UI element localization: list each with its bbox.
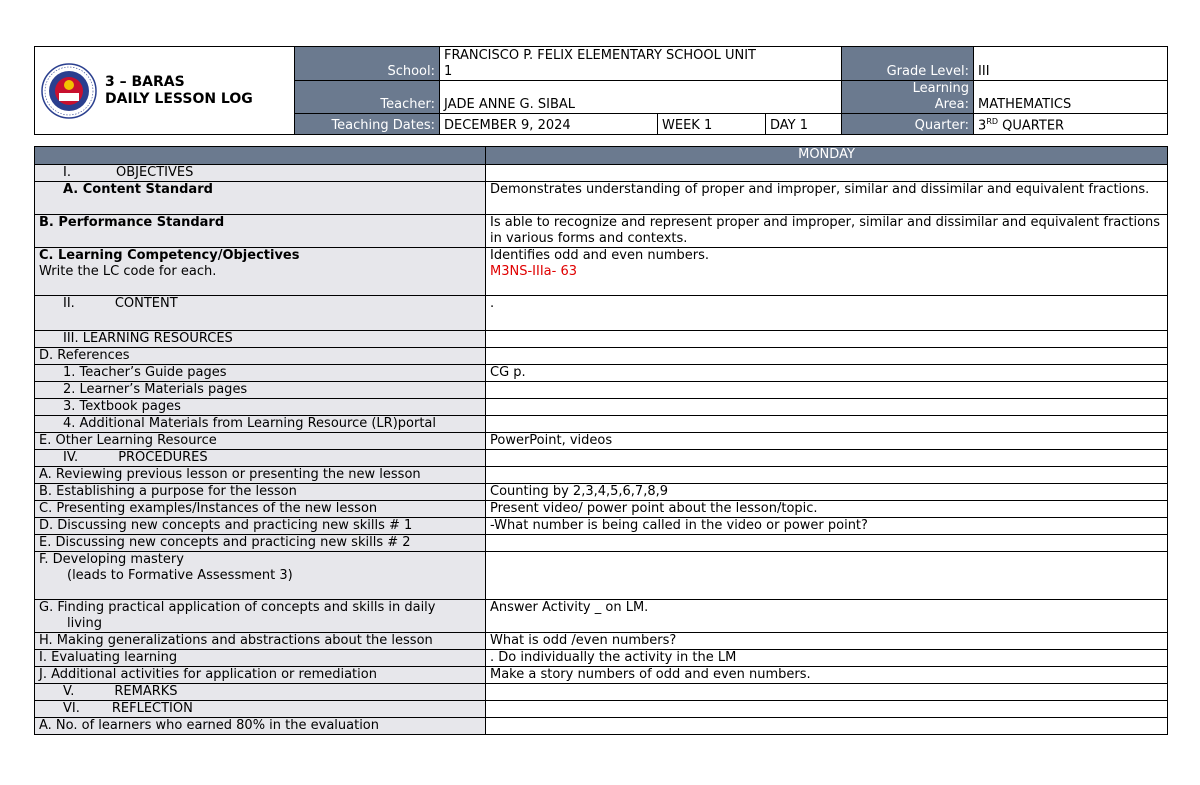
procedure-b-value: Counting by 2,3,4,5,6,7,8,9: [486, 484, 1168, 501]
teacher-label: Teacher:: [295, 81, 440, 114]
content-standard-value: Demonstrates understanding of proper and improper, similar and dissimilar and equivalent fractions.: [486, 182, 1168, 215]
competency-label: C. Learning Competency/Objectives Write the LC code for each.: [35, 248, 486, 296]
textbook-pages-label: 3. Textbook pages: [35, 399, 486, 416]
lesson-log-table: [34, 146, 1168, 735]
references-label: D. References: [35, 348, 486, 365]
competency-code: M3NS-IIIa- 63: [490, 264, 577, 279]
performance-standard-value: Is able to recognize and represent proper and improper, similar and dissimilar and equivalent fractions in various forms and contexts.: [486, 215, 1168, 248]
lr-portal-label: 4. Additional Materials from Learning Resource (LR)portal: [35, 416, 486, 433]
procedure-c-value: Present video/ power point about the lesson/topic.: [486, 501, 1168, 518]
procedure-a-label: A. Reviewing previous lesson or presenting the new lesson: [35, 467, 486, 484]
procedure-i-value: . Do individually the activity in the LM: [486, 650, 1168, 667]
teaching-dates-value: DECEMBER 9, 2024: [440, 114, 658, 135]
header-blank-cell: [35, 147, 486, 165]
procedure-j-value: Make a story numbers of odd and even numbers.: [486, 667, 1168, 684]
brand-cell: [35, 47, 295, 135]
week-value: WEEK 1: [658, 114, 766, 135]
grade-level-label: Grade Level:: [842, 47, 974, 81]
deped-seal-icon: [41, 63, 97, 119]
procedure-f-label: F. Developing mastery (leads to Formative Assessment 3): [35, 552, 486, 600]
resources-heading: III. LEARNING RESOURCES: [35, 331, 486, 348]
procedure-c-label: C. Presenting examples/Instances of the new lesson: [35, 501, 486, 518]
brand-line-2: DAILY LESSON LOG: [105, 90, 253, 107]
other-resource-value: PowerPoint, videos: [486, 433, 1168, 450]
procedure-d-value: -What number is being called in the video or power point?: [486, 518, 1168, 535]
procedure-b-label: B. Establishing a purpose for the lesson: [35, 484, 486, 501]
procedure-g-label: G. Finding practical application of concepts and skills in daily living: [35, 600, 486, 633]
day-header: MONDAY: [486, 147, 1168, 165]
teachers-guide-label: 1. Teacher’s Guide pages: [35, 365, 486, 382]
learners-materials-label: 2. Learner’s Materials pages: [35, 382, 486, 399]
competency-value: Identifies odd and even numbers. M3NS-IIIa- 63: [486, 248, 1168, 296]
procedure-d-label: D. Discussing new concepts and practicing new skills # 1: [35, 518, 486, 535]
grade-level-value: III: [974, 47, 1168, 81]
day-value: DAY 1: [766, 114, 842, 135]
procedure-e-label: E. Discussing new concepts and practicing new skills # 2: [35, 535, 486, 552]
procedure-j-label: J. Additional activities for application or remediation: [35, 667, 486, 684]
objectives-heading: I. OBJECTIVES: [35, 165, 486, 182]
quarter-value: 3RD QUARTER: [974, 114, 1168, 135]
school-label: School:: [295, 47, 440, 81]
content-heading: II. CONTENT: [35, 296, 486, 331]
content-standard-label: A. Content Standard: [35, 182, 486, 215]
lesson-log-header: [34, 46, 1168, 135]
learning-area-value: MATHEMATICS: [974, 81, 1168, 114]
procedure-i-label: I. Evaluating learning: [35, 650, 486, 667]
performance-standard-label: B. Performance Standard: [35, 215, 486, 248]
reflection-a-label: A. No. of learners who earned 80% in the evaluation: [35, 718, 486, 735]
other-resource-label: E. Other Learning Resource: [35, 433, 486, 450]
remarks-heading: V. REMARKS: [35, 684, 486, 701]
procedure-h-value: What is odd /even numbers?: [486, 633, 1168, 650]
teaching-dates-label: Teaching Dates:: [295, 114, 440, 135]
learning-area-label: Learning Area:: [842, 81, 974, 114]
procedures-heading: IV. PROCEDURES: [35, 450, 486, 467]
teacher-value: JADE ANNE G. SIBAL: [440, 81, 842, 114]
procedure-h-label: H. Making generalizations and abstractions about the lesson: [35, 633, 486, 650]
quarter-label: Quarter:: [842, 114, 974, 135]
brand-line-1: 3 – BARAS: [105, 73, 185, 90]
content-value: .: [486, 296, 1168, 331]
procedure-g-value: Answer Activity _ on LM.: [486, 600, 1168, 633]
school-value: FRANCISCO P. FELIX ELEMENTARY SCHOOL UNIT 1: [440, 47, 842, 81]
reflection-heading: VI. REFLECTION: [35, 701, 486, 718]
teachers-guide-value: CG p.: [486, 365, 1168, 382]
